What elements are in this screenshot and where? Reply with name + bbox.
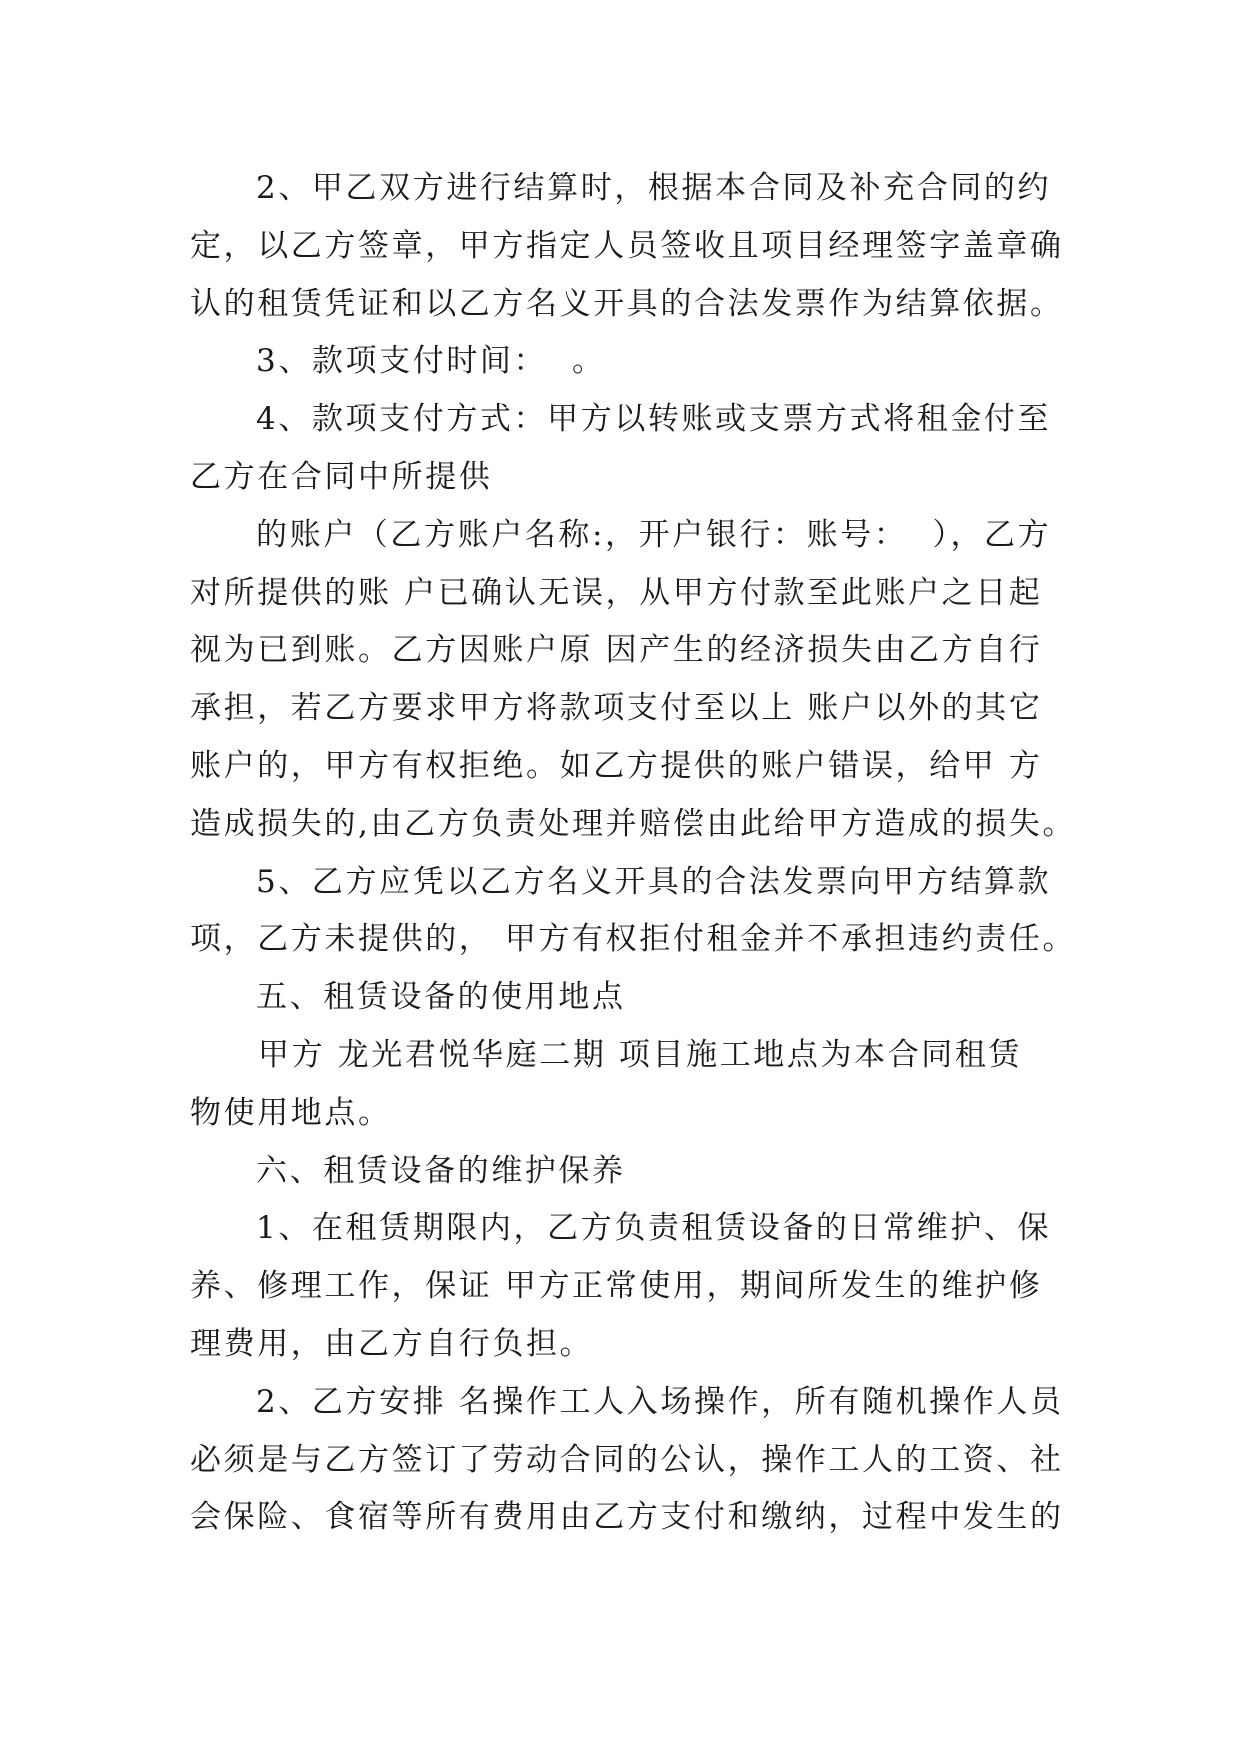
document-body (190, 160, 1077, 1547)
text-line: 承担，若乙方要求甲方将款项支付至以上 账户以外的其它 (190, 690, 1043, 727)
text-line: 2、乙方安排 名操作工人入场操作，所有随机操作人员 (256, 1383, 1064, 1420)
text-line: 3、款项支付时间： 。 (256, 343, 606, 380)
text-line: 账户的，甲方有权拒绝。如乙方提供的账户错误，给甲 方 (190, 747, 1043, 784)
text-line: 对所提供的账 户已确认无误，从甲方付款至此账户之日起 (190, 574, 1043, 611)
text-line: 认的租赁凭证和以乙方名义开具的合法发票作为结算依据。 (190, 285, 1064, 322)
text-line: 甲方 龙光君悦华庭二期 项目施工地点为本合同租赁 (258, 1036, 1023, 1073)
text-line: 的账户（乙方账户名称:，开户银行：账号： ），乙方 (256, 516, 1052, 553)
text-line: 视为已到账。乙方因账户原 因产生的经济损失由乙方自行 (190, 632, 1043, 669)
section-heading: 六、租赁设备的维护保养 (256, 1152, 626, 1189)
section-heading: 五、租赁设备的使用地点 (256, 979, 626, 1016)
text-line: 理费用，由乙方自行负担。 (190, 1325, 594, 1362)
text-line: 必须是与乙方签订了劳动合同的公认，操作工人的工资、社 (190, 1441, 1064, 1478)
text-line: 会保险、食宿等所有费用由乙方支付和缴纳，过程中发生的 (190, 1499, 1064, 1536)
text-line: 造成损失的,由乙方负责处理并赔偿由此给甲方造成的损失。 (190, 805, 1077, 842)
text-line: 物使用地点。 (190, 1094, 392, 1131)
text-line: 4、款项支付方式：甲方以转账或支票方式将租金付至 (256, 401, 1052, 438)
text-line: 1、在租赁期限内，乙方负责租赁设备的日常维护、保 (256, 1210, 1052, 1247)
text-line: 乙方在合同中所提供 (190, 458, 493, 495)
text-line: 2、甲乙双方进行结算时，根据本合同及补充合同的约 (256, 170, 1052, 206)
text-line: 项，乙方未提供的， 甲方有权拒付租金并不承担违约责任。 (190, 921, 1077, 958)
text-line: 养、修理工作，保证 甲方正常使用，期间所发生的维护修 (190, 1268, 1043, 1305)
text-line: 定，以乙方签章，甲方指定人员签收且项目经理签字盖章确 (190, 227, 1064, 264)
text-line: 5、乙方应凭以乙方名义开具的合法发票向甲方结算款 (256, 863, 1052, 900)
